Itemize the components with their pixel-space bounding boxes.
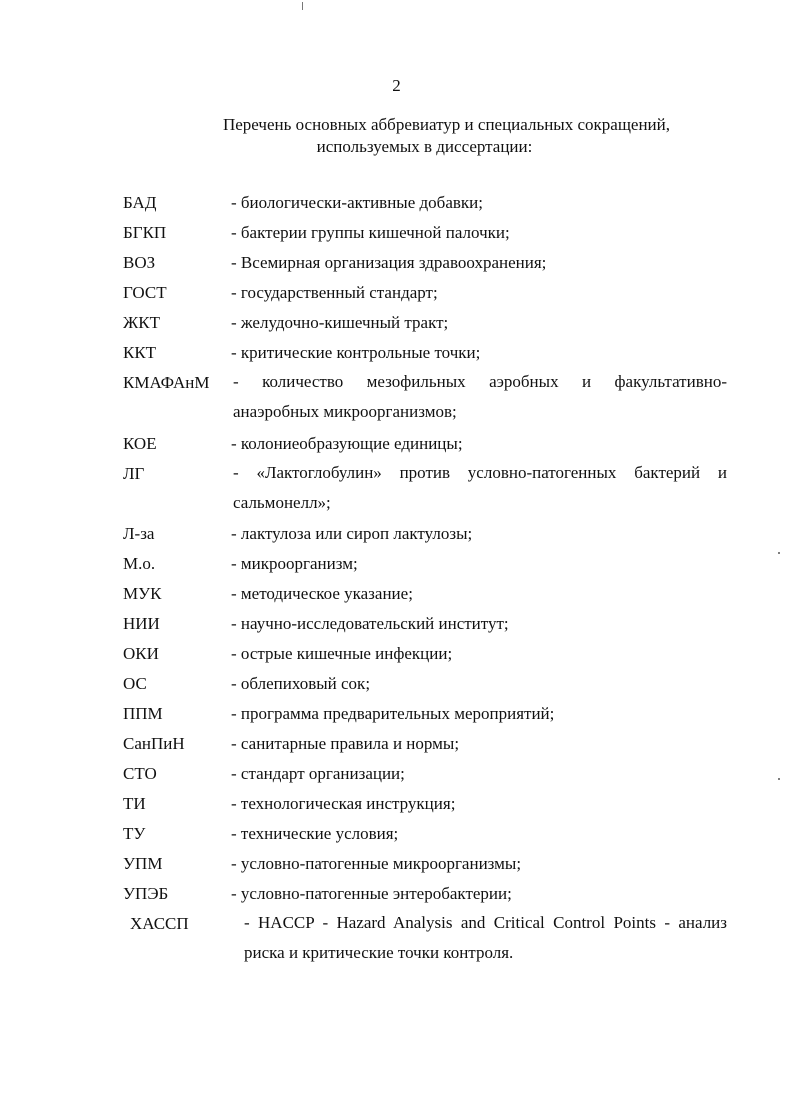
abbreviation: СанПиН bbox=[123, 734, 185, 753]
definition: - желудочно-кишечный тракт; bbox=[231, 313, 449, 332]
abbreviation: ОКИ bbox=[123, 644, 159, 663]
definition: - программа предварительных мероприятий; bbox=[231, 704, 555, 723]
abbreviation: БАД bbox=[123, 193, 157, 212]
abbreviation: ККТ bbox=[123, 343, 157, 362]
definition bbox=[233, 367, 727, 427]
definition: - научно-исследовательский институт; bbox=[231, 614, 509, 633]
abbreviation: НИИ bbox=[123, 614, 160, 633]
abbreviation: ТУ bbox=[123, 824, 146, 843]
definition: - условно-патогенные энтеробактерии; bbox=[231, 884, 512, 903]
definition: - лактулоза или сироп лактулозы; bbox=[231, 524, 473, 543]
abbreviation: Л-за bbox=[123, 524, 155, 543]
definition-continuation: анаэробных микроорганизмов; bbox=[233, 402, 457, 421]
definition-continuation: риска и критические точки контроля. bbox=[244, 943, 514, 962]
definition-line: - количество мезофильных аэробных и факультативно- bbox=[233, 372, 727, 391]
abbreviation: ЖКТ bbox=[123, 313, 160, 332]
definition: - государственный стандарт; bbox=[231, 283, 438, 302]
definition: - колониеобразующие единицы; bbox=[231, 434, 463, 453]
definition: - технические условия; bbox=[231, 824, 399, 843]
abbreviation: МУК bbox=[123, 584, 162, 603]
abbreviation: ВОЗ bbox=[123, 253, 156, 272]
definition bbox=[233, 458, 727, 518]
scan-speck bbox=[778, 778, 780, 780]
definition: - биологически-активные добавки; bbox=[231, 193, 483, 212]
definition: - технологическая инструкция; bbox=[231, 794, 456, 813]
title-line-1: Перечень основных аббревиатур и специальных сокращений, bbox=[222, 115, 671, 134]
abbreviation: ХАССП bbox=[130, 914, 189, 933]
abbreviation: УПЭБ bbox=[123, 884, 169, 903]
definition-line: - «Лактоглобулин» против условно-патогенных бактерий и bbox=[233, 463, 727, 482]
definition: - критические контрольные точки; bbox=[231, 343, 481, 362]
abbreviation: КМАФАнМ bbox=[123, 373, 210, 392]
definition: - микроорганизм; bbox=[231, 554, 358, 573]
definition: - условно-патогенные микроорганизмы; bbox=[231, 854, 522, 873]
title-line-2: используемых в диссертации: bbox=[316, 137, 533, 156]
abbreviation: ОС bbox=[123, 674, 147, 693]
definition: - Всемирная организация здравоохранения; bbox=[231, 253, 547, 272]
definition: - стандарт организации; bbox=[231, 764, 405, 783]
abbreviation: ГОСТ bbox=[123, 283, 167, 302]
definition bbox=[244, 908, 727, 968]
definition: - санитарные правила и нормы; bbox=[231, 734, 460, 753]
page-number: 2 bbox=[392, 76, 401, 95]
abbreviation: ТИ bbox=[123, 794, 146, 813]
scan-mark bbox=[302, 2, 303, 10]
definition-continuation: сальмонелл»; bbox=[233, 493, 331, 512]
abbreviation: СТО bbox=[123, 764, 157, 783]
abbreviation: ЛГ bbox=[123, 464, 145, 483]
abbreviation: М.о. bbox=[123, 554, 156, 573]
abbreviation: КОЕ bbox=[123, 434, 157, 453]
definition: - бактерии группы кишечной палочки; bbox=[231, 223, 510, 242]
abbreviation: УПМ bbox=[123, 854, 163, 873]
abbreviation: ППМ bbox=[123, 704, 163, 723]
page-title bbox=[0, 114, 793, 158]
definition: - облепиховый сок; bbox=[231, 674, 371, 693]
definition: - острые кишечные инфекции; bbox=[231, 644, 453, 663]
definition-line: - HACCP - Hazard Analysis and Critical Control Points - анализ bbox=[244, 913, 727, 932]
abbreviation: БГКП bbox=[123, 223, 167, 242]
scan-speck bbox=[778, 552, 780, 554]
definition: - методическое указание; bbox=[231, 584, 413, 603]
